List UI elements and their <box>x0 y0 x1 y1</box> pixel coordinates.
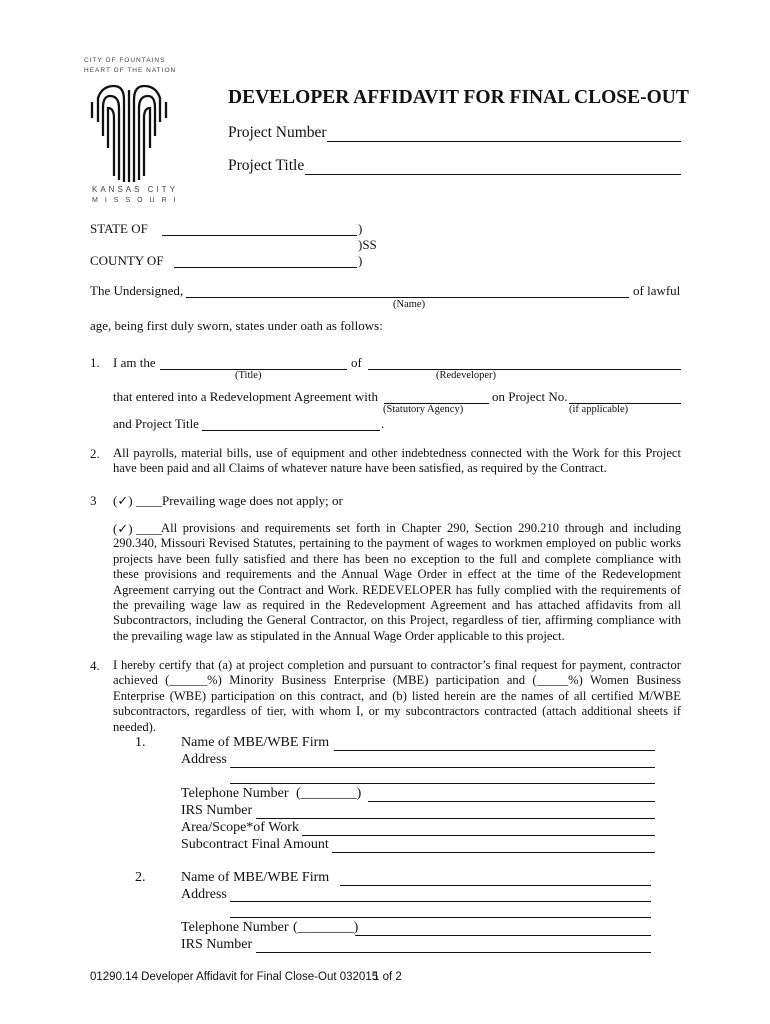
applicable-caption: (if applicable) <box>569 404 629 415</box>
prevailing-wage-blank-a[interactable]: ____ <box>136 493 162 508</box>
firm-1-address-field-2[interactable] <box>230 783 655 784</box>
item-3-number: 3 <box>90 493 97 508</box>
name-caption: (Name) <box>393 299 426 310</box>
of-label: of <box>351 355 362 370</box>
item-1-number: 1. <box>90 355 100 370</box>
item-4-text: I hereby certify that (a) at project completion and pursuant to contractor’s final request for payment, contractor achieved (______%) Minority Business Enterprise (MBE) participation and (_____%) Women Business Enterprise (WBE) participation on this contract, and (b) listed herein are the names of all certified M/WBE subcontractors, regardless of tier, with whom I, or my subcontractors contracted (attach additional sheets if needed). <box>113 658 681 734</box>
redeveloper-field[interactable] <box>368 369 681 370</box>
firm-1-number: 1. <box>135 735 146 750</box>
firm-1-telephone-field[interactable] <box>368 801 655 802</box>
project-number-field[interactable] <box>327 141 681 142</box>
sworn-statement: age, being first duly sworn, states under oath as follows: <box>90 318 383 333</box>
venue-paren-2: ) <box>358 253 363 268</box>
item-1-project-title-field[interactable] <box>202 430 380 431</box>
undersigned-label: The Undersigned, <box>90 283 184 298</box>
firm-2-address-field-2[interactable] <box>230 917 651 918</box>
and-project-title-label: and Project Title <box>113 416 199 431</box>
fountain-icon <box>84 78 174 186</box>
firm-1-irs-field[interactable] <box>256 818 655 819</box>
firm-2-number: 2. <box>135 870 146 885</box>
firm-2-address-field[interactable] <box>230 901 651 902</box>
project-title-label: Project Title <box>228 157 305 174</box>
firm-1-amount-field[interactable] <box>332 852 655 853</box>
agreement-text: that entered into a Redevelopment Agreement with <box>113 389 378 404</box>
firm-1-telephone-label: Telephone Number <box>181 786 289 801</box>
page-number: 1 of 2 <box>373 971 402 983</box>
undersigned-name-field[interactable] <box>186 297 629 298</box>
firm-2-telephone-field[interactable] <box>355 935 651 936</box>
logo-city: KANSAS CITY <box>92 185 178 194</box>
check-mark-a: (✓) <box>113 493 133 508</box>
item-4-number: 4. <box>90 658 100 673</box>
lawful-label: of lawful <box>633 283 681 298</box>
firm-2-name-field[interactable] <box>340 885 651 886</box>
county-of-label: COUNTY OF <box>90 253 164 268</box>
ss-label: )SS <box>358 237 377 252</box>
logo-state: MISSOURI <box>92 197 183 204</box>
option-b-text: All provisions and requirements set forth in Chapter 290, Section 290.210 through and including 290.340, Missouri Revised Statutes, pertaining to the payment of wages to workmen employed on public works projects have been fully satisfied and there has been no exception to the full and complete compliance with these provisions and requirements and the Annual Wage Order in effect at the time of the Redevelopment Agreement carrying out the Contract and Work. REDEVELOPER has fully complied with the requirements of the prevailing wage law as required in the Redevelopment Agreement and has attached affidavits from all Subcontractors, including the General Contractor, on this Project, regardless of tier, affirming compliance with the prevailing wage law as stipulated in the Annual Wage Order applicable to this project. <box>113 521 681 643</box>
page-title: DEVELOPER AFFIDAVIT FOR FINAL CLOSE-OUT <box>228 87 689 108</box>
project-title-field[interactable] <box>305 174 681 175</box>
firm-1-address-field[interactable] <box>230 767 655 768</box>
state-of-label: STATE OF <box>90 221 148 236</box>
firm-1-amount-label: Subcontract Final Amount <box>181 837 329 852</box>
item-2-number: 2. <box>90 446 100 461</box>
firm-2-telephone-label: Telephone Number <box>181 920 289 935</box>
firm-2-address-label: Address <box>181 887 227 902</box>
form-id: 01290.14 Developer Affidavit for Final Close-Out 032015 <box>90 971 379 983</box>
firm-1-address-label: Address <box>181 752 227 767</box>
item-1-period: . <box>381 416 385 431</box>
logo-tagline-2: HEART OF THE NATION <box>84 67 177 74</box>
title-caption: (Title) <box>235 370 262 381</box>
firm-1-irs-label: IRS Number <box>181 803 253 818</box>
firm-2-irs-label: IRS Number <box>181 937 253 952</box>
project-no-label: on Project No. <box>492 389 568 404</box>
project-number-label: Project Number <box>228 124 327 141</box>
firm-1-name-field[interactable] <box>334 750 655 751</box>
option-a-text: Prevailing wage does not apply; or <box>162 493 343 508</box>
firm-2-irs-field[interactable] <box>256 952 651 953</box>
firm-2-area-code[interactable]: (________) <box>293 920 359 935</box>
statutory-caption: (Statutory Agency) <box>383 404 464 415</box>
firm-1-area-code[interactable]: (________) <box>296 786 362 801</box>
firm-2-name-label: Name of MBE/WBE Firm <box>181 870 330 885</box>
item-2-text: All payrolls, material bills, use of equipment and other indebtedness connected with the Work for this Project have been paid and all Claims of whatever nature have been satisfied, as required by the Contract. <box>113 446 681 476</box>
venue-paren-1: ) <box>358 221 363 236</box>
check-mark-b: (✓) <box>113 521 133 536</box>
county-field[interactable] <box>174 267 357 268</box>
redeveloper-caption: (Redeveloper) <box>436 370 497 381</box>
firm-1-scope-field[interactable] <box>302 835 655 836</box>
prevailing-wage-blank-b[interactable]: ____ <box>136 521 162 536</box>
logo-tagline-1: CITY OF FOUNTAINS <box>84 57 166 64</box>
firm-1-scope-label: Area/Scope*of Work <box>181 820 299 835</box>
firm-1-name-label: Name of MBE/WBE Firm <box>181 735 330 750</box>
i-am-the-label: I am the <box>113 355 156 370</box>
state-field[interactable] <box>162 235 357 236</box>
